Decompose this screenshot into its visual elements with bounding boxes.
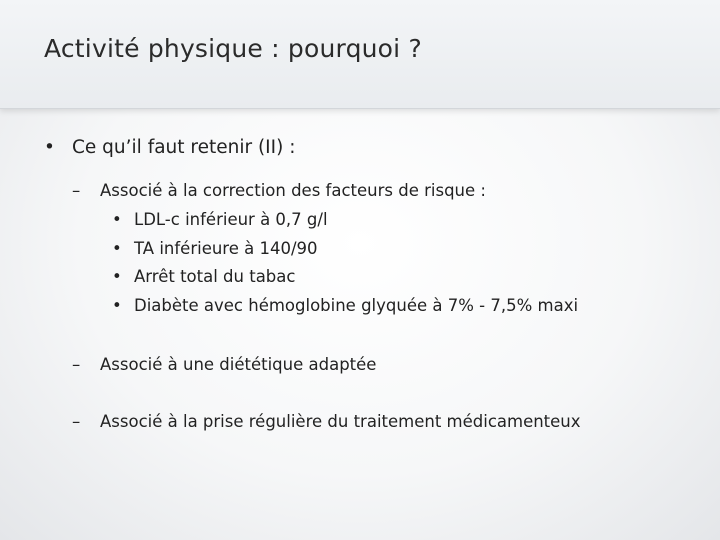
- sub-sub-item-text: LDL-c inférieur à 0,7 g/l: [134, 210, 328, 229]
- sub-sub-item-text: Diabète avec hémoglobine glyquée à 7% - 7,5% maxi: [134, 296, 579, 315]
- sub-item-risk-factors: [72, 181, 486, 200]
- dash-marker: –: [72, 355, 81, 374]
- slide-title: Activité physique : pourquoi ?: [44, 34, 422, 63]
- sub-item-text: Associé à une diététique adaptée: [100, 355, 377, 374]
- main-bullet-text: Ce qu’il faut retenir (II) :: [72, 137, 296, 158]
- sub-item-diet: [72, 355, 376, 374]
- sub-item-text: Associé à la prise régulière du traitement médicamenteux: [100, 412, 581, 431]
- sub-sub-item: [112, 210, 328, 229]
- dash-marker: –: [72, 412, 81, 431]
- sub-sub-item: [112, 267, 295, 286]
- sub-item-text: Associé à la correction des facteurs de risque :: [100, 181, 486, 200]
- sub-sub-item-text: TA inférieure à 140/90: [134, 239, 318, 258]
- bullet-marker: •: [112, 296, 122, 315]
- sub-sub-item: [112, 239, 318, 258]
- bullet-marker: •: [44, 137, 55, 158]
- sub-sub-item-text: Arrêt total du tabac: [134, 267, 296, 286]
- sub-sub-item: [112, 296, 578, 315]
- bullet-marker: •: [112, 210, 122, 229]
- bullet-marker: •: [112, 239, 122, 258]
- dash-marker: –: [72, 181, 81, 200]
- main-bullet: [44, 137, 295, 158]
- sub-item-treatment: [72, 412, 581, 431]
- bullet-marker: •: [112, 267, 122, 286]
